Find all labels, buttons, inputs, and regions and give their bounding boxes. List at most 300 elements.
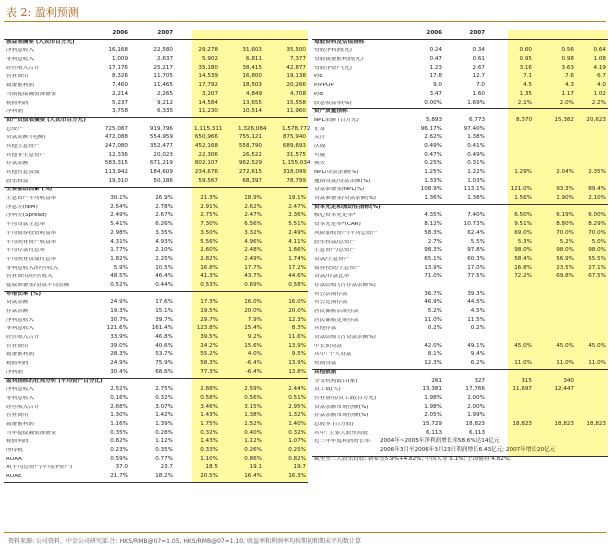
row-value: 11,705 [153, 73, 173, 80]
row-value: 7.6 [565, 73, 574, 80]
table-row [312, 325, 608, 334]
row-value: 97.40% [463, 125, 485, 132]
table-row [312, 152, 608, 161]
row-value: 472,088 [104, 134, 128, 141]
table-row [312, 386, 608, 395]
table-row [312, 247, 608, 256]
row-value: 5.2% [427, 308, 442, 314]
table-row [312, 282, 608, 291]
row-value: 0.32% [288, 429, 306, 436]
row-value: 4.31% [110, 238, 128, 245]
row-label: 平均贷款生息率 [6, 222, 46, 228]
row-value: 20.5% [200, 473, 218, 480]
row-value: 0.58% [288, 281, 306, 288]
row-value: 0.25% [424, 160, 442, 167]
table-row [312, 221, 608, 230]
table-row [312, 91, 608, 100]
row-value: 1.38% [244, 412, 262, 419]
row-label: 净利息收入 [6, 48, 34, 54]
table-row [312, 412, 608, 421]
row-value: 4.5 [523, 82, 532, 89]
row-value: 0.49% [424, 142, 442, 149]
row-value: 0.56 [561, 47, 574, 54]
row-label: 其他存款 [314, 326, 337, 332]
row-value: 2.10% [588, 195, 606, 202]
row-value: 234,676 [194, 169, 218, 175]
section-title: 其他数据 [314, 369, 337, 375]
row-value: 58.3% [200, 360, 218, 367]
row-label: 存款余额 [6, 309, 29, 314]
table-row [312, 447, 608, 456]
row-value: 1.30% [110, 412, 128, 419]
row-value: 19.3% [110, 308, 128, 314]
row-value: 3.35% [155, 229, 173, 236]
row-value: 1.98% [424, 403, 442, 410]
row-value: 1.25% [424, 169, 442, 175]
row-value: 98.3% [424, 247, 442, 254]
row-value: 15,729 [422, 420, 442, 427]
row-label: 存款结构 (占存款余额%) [314, 282, 376, 288]
row-value: 0.34 [472, 47, 485, 54]
row-value: 89.4% [588, 186, 606, 193]
table-row [4, 360, 308, 369]
row-value: 11.0% [424, 316, 442, 323]
row-value: 5,893 [425, 116, 442, 123]
row-value: 1.60 [472, 90, 485, 97]
row-value: 108.9% [420, 186, 442, 193]
right-table [312, 30, 608, 464]
row-value: 5,902 [201, 56, 218, 63]
row-value: 40.6% [155, 342, 173, 349]
row-label: 债券投资/生息资产 [314, 265, 361, 271]
row-value: 2.00% [467, 394, 485, 401]
row-value: 1.23 [429, 64, 442, 71]
table-row [4, 221, 308, 230]
row-value: 1.07% [288, 438, 306, 445]
row-label: 生息资产平均收益率 [6, 196, 57, 202]
row-value: 30.1% [110, 195, 128, 202]
row-value: 24.9% [110, 299, 128, 306]
row-label: 其他非生息资产 [6, 152, 46, 158]
table-row [312, 273, 608, 282]
row-value: 8.80% [556, 221, 574, 228]
row-value: 4.11% [288, 238, 306, 245]
row-value: 11,960 [286, 108, 306, 115]
table-row [312, 334, 608, 343]
row-label: 净利息收入 [6, 387, 34, 393]
row-value: 875,940 [282, 134, 306, 141]
row-value: 17.0% [467, 264, 485, 271]
row-value: 15.6% [244, 342, 262, 349]
row-value: 2.95% [288, 403, 306, 410]
row-label: 居民储蓄定期存款 [314, 317, 359, 323]
row-value: 69.0% [514, 229, 532, 236]
row-value: 0.44% [155, 281, 173, 288]
row-value: 13.9% [424, 264, 442, 271]
page-title: 表 2: 盈利预测 [6, 6, 79, 19]
row-value: 3.47 [429, 90, 442, 97]
row-value: 15,382 [554, 116, 574, 123]
row-label: 贷款结构 (占贷款余额%) [314, 335, 376, 341]
row-label: 股息收益率(%) [314, 100, 352, 106]
row-value: 16.0% [244, 299, 262, 306]
table-row [312, 299, 608, 308]
row-value: 919,796 [149, 125, 173, 132]
row-value: 11.6% [288, 334, 306, 341]
row-value: 1.10% [200, 455, 218, 462]
row-value: 2.47% [288, 203, 306, 210]
row-label: 股东权益 [6, 178, 29, 184]
row-value: 13,381 [422, 386, 442, 393]
row-label: 营业费用 [6, 74, 29, 80]
row-value: 4.96% [244, 238, 262, 245]
row-label: 逾期贷款/贷款余额(%) [314, 178, 371, 184]
row-label: 贷款/生息资产 [314, 256, 350, 262]
row-value: 0.58% [200, 394, 218, 401]
row-value: 4.35% [424, 212, 442, 219]
table-row [312, 360, 608, 369]
table-row [4, 265, 308, 274]
row-value: 20,266 [286, 82, 306, 89]
row-value: 77.5% [467, 273, 485, 280]
row-value: 30.4% [110, 368, 128, 375]
row-label: 生息资产/总资产 [314, 248, 356, 254]
row-value: 0.26% [244, 447, 262, 453]
table-row [312, 421, 608, 430]
row-value: 24.9% [110, 360, 128, 367]
row-label: 拨备前利润 [6, 421, 34, 427]
row-value: 558,790 [238, 142, 262, 149]
row-label: 可疑 [314, 152, 326, 158]
table-row [312, 73, 608, 82]
row-value: 6.56% [244, 221, 262, 228]
table-row [4, 395, 308, 404]
row-value: 3.50% [200, 229, 218, 236]
table-row [4, 317, 308, 326]
row-value: 23.5% [556, 264, 574, 271]
table-row [312, 343, 608, 352]
row-value: 2.67% [155, 212, 173, 219]
row-value: 68,397 [242, 177, 262, 184]
table-row [4, 456, 308, 465]
table-row [4, 447, 308, 456]
table-row [312, 143, 608, 152]
row-value: 1.69% [467, 99, 485, 106]
row-value: 7.40% [467, 212, 485, 219]
row-value: 0.33% [200, 447, 218, 453]
row-value: 2.36% [288, 212, 306, 219]
row-value: -6.4% [245, 360, 262, 367]
row-value: 48.5% [110, 273, 128, 280]
row-value: 247,080 [104, 142, 128, 149]
row-value: 62.4% [467, 229, 485, 236]
row-value: 0.41% [467, 142, 485, 149]
row-value: 5.56% [200, 238, 218, 245]
table-row [4, 125, 311, 135]
row-label: NPL/贷款余额(%) [314, 170, 359, 175]
row-value: 59,567 [198, 177, 218, 184]
row-value: 5.5% [470, 238, 485, 245]
row-value: 10.5% [155, 264, 173, 271]
table-row [4, 178, 308, 187]
row-value: 16.4% [244, 473, 262, 480]
row-label: 贷款余额 (毛额) [6, 135, 46, 141]
table-row [312, 160, 608, 169]
table-row [4, 325, 308, 334]
section-title-row [312, 369, 608, 378]
year-header: 2007 [157, 30, 173, 36]
row-value: 0.77% [155, 455, 173, 462]
table-row [312, 169, 608, 178]
table-row [4, 73, 308, 82]
row-value: 5.2% [559, 238, 574, 245]
table-row [4, 369, 308, 378]
row-value: 7.1 [523, 73, 532, 80]
table-row [4, 100, 308, 109]
row-value: 2.1% [517, 99, 532, 106]
row-value: 7.9% [247, 316, 262, 323]
row-value: 7,377 [289, 56, 306, 63]
row-value: 16,800 [242, 73, 262, 80]
row-value: 17,766 [465, 386, 485, 393]
table-row [312, 82, 608, 91]
row-value: 31,575 [286, 151, 306, 158]
row-value: 50,186 [153, 177, 173, 184]
table-row [4, 82, 308, 91]
row-value: 0.82% [288, 455, 306, 462]
row-value: 0.95 [519, 56, 532, 63]
row-value: 0.40% [244, 429, 262, 436]
table-row [4, 299, 308, 308]
row-label: 贷款准备金/贷款余额(%) [314, 196, 376, 202]
row-value: 17.3% [200, 299, 218, 306]
row-value: 121.0% [510, 186, 532, 193]
row-value: 60.3% [467, 255, 485, 262]
row-value: 15.1% [155, 308, 173, 314]
row-label: 其中: 个人贷款 [314, 352, 352, 358]
row-value: 98.0% [588, 247, 606, 254]
row-value: 6.00% [588, 212, 606, 219]
row-value: 4.5% [470, 308, 485, 314]
footer-divider [4, 532, 606, 533]
row-value: 3,207 [201, 90, 218, 97]
table-row [312, 100, 608, 109]
row-value: 44.5% [467, 299, 485, 306]
table-row [4, 412, 308, 421]
row-value: 2.54% [110, 203, 128, 210]
row-label: P/PPOP [314, 83, 334, 89]
row-value: 1.08 [593, 56, 606, 63]
row-value: 2.49% [110, 212, 128, 219]
row-value: 39.3% [467, 290, 485, 297]
row-value: 12.7 [472, 73, 485, 80]
row-value: 1.66% [288, 247, 306, 254]
row-value: 0.52% [110, 281, 128, 288]
row-value: 3.16 [519, 64, 532, 71]
row-value: 29.7% [200, 316, 218, 323]
row-value: 272,615 [238, 169, 262, 175]
row-value: 1.75% [200, 420, 218, 427]
row-label: 营业费用 [6, 343, 29, 349]
row-value: 19.7 [293, 464, 306, 471]
row-value: 11.0% [588, 360, 606, 367]
row-value: 0.24 [429, 47, 442, 54]
row-value: 327 [474, 377, 485, 384]
table-row [4, 430, 308, 439]
row-value: 8.3% [291, 325, 306, 332]
table-row [4, 134, 308, 143]
row-value: 5.0% [591, 238, 606, 245]
row-value: 44.6% [288, 273, 306, 280]
row-value: 2004年~2005年净利润增长率58.6%达14亿元 [380, 438, 500, 445]
row-value: 2.67 [472, 64, 485, 71]
row-value: 75.9% [155, 360, 173, 367]
row-value: 0.31% [467, 160, 485, 167]
row-value: 2,265 [156, 90, 173, 97]
row-value: 1.29% [514, 169, 532, 175]
row-value: 17,792 [198, 82, 218, 89]
row-value: 24.2% [200, 342, 218, 349]
row-label: 当期提取减值准备金 [6, 91, 57, 97]
table-row [4, 351, 308, 360]
row-value: 12,447 [554, 386, 574, 393]
row-value: 17.6% [155, 299, 173, 306]
row-value: 13.9% [288, 342, 306, 349]
row-value: 1,155,034 [282, 160, 311, 167]
row-value: 1.43% [200, 438, 218, 445]
row-value: 6,113 [425, 429, 442, 436]
row-value: 2.78% [155, 203, 173, 210]
row-value: 2.62% [424, 134, 442, 141]
row-value: 46.9% [424, 299, 442, 306]
row-label: 短期贷款 [314, 361, 337, 367]
row-label: 资本充足率*(CAR) [314, 222, 361, 228]
row-value: 0.28% [155, 429, 173, 436]
row-label: NPL余额 (百万元) [314, 117, 359, 123]
row-label: 股东权益/总资产 [314, 239, 356, 245]
section-title: 资本充足和流动性指标(%) [314, 204, 381, 210]
row-value: 161.4% [151, 325, 173, 332]
row-value: 16.8% [200, 264, 218, 271]
row-label: 总股本 (百万股) [314, 421, 354, 427]
row-value: 45.0% [556, 342, 574, 349]
row-label: 营业费用/员工数(百万元) [314, 395, 377, 401]
row-value: 9,212 [156, 99, 173, 106]
row-value: 1.82% [110, 255, 128, 262]
row-label: 税前利润 [6, 100, 29, 106]
row-label: 其他生息资产 [6, 143, 40, 149]
row-value: 5.9% [113, 264, 128, 271]
table-row [4, 108, 308, 117]
row-value: 1.43% [200, 412, 218, 419]
row-value: 2.75% [155, 386, 173, 393]
row-value: 70.0% [588, 229, 606, 236]
row-value: 2.25% [155, 255, 173, 262]
table-row [312, 430, 608, 439]
section-title: 盈利指标的杜邦分析 (平均资产百分比) [6, 378, 103, 384]
row-value: 1.52% [244, 420, 262, 427]
row-value: 6.26% [155, 221, 173, 228]
section-title-row [4, 378, 308, 387]
row-value: 1.02 [593, 90, 606, 97]
table-row [4, 169, 308, 178]
row-label: 对公活期存款 [314, 291, 348, 297]
row-value: 20,023 [153, 151, 173, 158]
row-value: 2.00% [467, 403, 485, 410]
row-value: 7.0 [476, 82, 485, 89]
row-label: 每股净利润(元) [314, 48, 352, 54]
table-row [312, 239, 608, 248]
row-label: ROAA [6, 456, 23, 462]
table-row [312, 395, 608, 404]
row-value: 53.7% [155, 351, 173, 358]
shareholder-note-text: 截至至三大股东持股: 新希望5.9%+4.82%; 中国人寿 5.1%; 上海健特 4.82%; [314, 456, 511, 462]
row-value: 6,335 [156, 108, 173, 115]
row-value: 0.32% [155, 394, 173, 401]
row-label: 居民储蓄活期存款 [314, 309, 359, 314]
row-value: 17.7% [244, 264, 262, 271]
row-value: 2,637 [156, 56, 173, 63]
row-value: 0.25% [288, 447, 306, 453]
row-value: 1.39% [155, 420, 173, 427]
table-row [312, 126, 608, 135]
row-value: 0.2% [427, 325, 442, 332]
row-value: 1.17 [561, 90, 574, 97]
row-value: 3.32% [244, 229, 262, 236]
row-label: 损失 [314, 161, 326, 167]
row-label: 核心资本充足率* [314, 213, 356, 219]
row-value: 0.59% [110, 455, 128, 462]
table-row [312, 178, 608, 187]
row-value: 0.51% [288, 394, 306, 401]
row-value: 21.7% [110, 473, 128, 480]
section-title-row [312, 39, 608, 48]
table-row [4, 47, 308, 56]
row-value: 1.03% [467, 177, 485, 184]
row-value: 1,009 [111, 56, 128, 63]
row-value: 0.60 [519, 47, 532, 54]
row-value: 0.35% [110, 429, 128, 436]
row-value: 3,758 [111, 108, 128, 115]
row-label: 拨备前利润 [6, 352, 34, 358]
row-value: 58.4% [514, 255, 532, 262]
row-value: 340 [563, 377, 574, 384]
row-label: 非利息收入 [6, 395, 34, 401]
row-value: 554,959 [149, 134, 173, 141]
table-row [4, 438, 308, 447]
table-row [312, 230, 608, 239]
row-value: 0.35% [155, 447, 173, 453]
row-label: 经营收入合计 [6, 65, 40, 71]
row-value: 97.8% [467, 247, 485, 254]
row-value: 5,237 [111, 99, 128, 106]
row-value: 98.0% [514, 247, 532, 254]
row-label: 经营收入合计 [6, 335, 40, 341]
row-value: 2.75% [200, 212, 218, 219]
section-title: 资产负债表摘要 (人民币百万元) [6, 117, 86, 123]
row-value: 36.7% [424, 290, 442, 297]
row-label: 贷款余额 [6, 300, 29, 306]
row-value: 13.9% [288, 360, 306, 367]
row-value: 18.2% [155, 473, 173, 480]
row-label: 净息差(NIM) [6, 204, 38, 210]
row-value: 18.5 [205, 464, 218, 471]
row-label: 存款余额 [6, 161, 29, 167]
row-value: 68.6% [155, 368, 173, 375]
table-row [4, 308, 308, 317]
row-value: 96.17% [420, 125, 442, 132]
row-value: 315 [521, 377, 532, 384]
